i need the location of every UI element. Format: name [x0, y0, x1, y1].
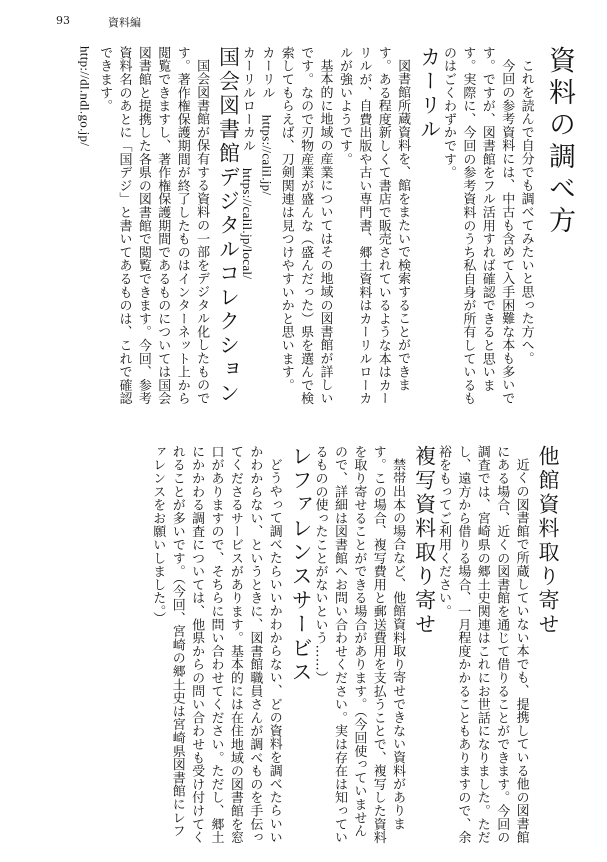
intro-paragraph-2: 今回の参考資料には、中古も含めて入手困難な本も多いです。ですが、図書館をフル活用すれば確認できると思います。実際に、今回の参考資料のうち私自身が所有しているものはごくわずかです。: [440, 46, 515, 406]
calil-link-label: カーリル: [259, 46, 275, 100]
calil-heading: カーリル: [417, 46, 442, 142]
ill-heading: 他館資料取り寄せ: [536, 445, 560, 637]
calil-local-link-url[interactable]: https://calil.jp/local/: [239, 168, 255, 280]
ill-paragraph: 近くの図書館で所蔵していない本でも、提携している他の図書館にある場合、近くの図書館を通じて借りることができます。今回の調査では、宮崎県の郷土史関連はこれにお世話になりました。ただし、遠方から借りる場合、一月程度かかることもありますので、余裕をもってご利用ください。: [435, 445, 529, 844]
intro-paragraph-1: これを読んで自分でも調べてみたいと思った方へ。: [518, 59, 534, 365]
copy-request-heading: 複写資料取り寄せ: [412, 445, 437, 637]
copy-request-paragraph: 禁帯出本の場合など、他館資料取り寄せできない資料があります。この場合、複写費用と郵送費用を支払うことで、複写した資料を取り寄せることができる場合があります。（今回使っていませんので、詳細は図書館へお問い合わせください。実は存在は知っているものの使ったことがないという……）: [312, 445, 406, 844]
reference-service-paragraph: どうやって調べたらいいかわからない、どの資料を調べたらいいかわからない、というときに、図書館職員さんが調べものを手伝ってくださるサービスがあります。基本的には在住地域の図書館を窓口がありますので、そちらに問い合わせてください。ただし、郷土にかかわる調査については、他県からの問い合わせも受け付けてくれることが多いです。（今回、宮崎の郷土史は宮崎県図書館にレファレンスをお願いしました。）: [150, 445, 282, 844]
ndl-link-url[interactable]: http://dl.ndl.go.jp/: [77, 46, 93, 147]
ndl-heading: 国会図書館デジタルコレクション: [216, 46, 241, 406]
calil-link-line: [257, 46, 276, 406]
reference-service-heading: レファレンスサービス: [289, 445, 314, 685]
running-header-section: 資料編: [108, 16, 141, 29]
calil-link-url[interactable]: https://calil.jp/: [259, 114, 275, 196]
page-number: 93: [56, 14, 70, 27]
ndl-paragraph: 国会図書館が保有する資料の一部をデジタル化したものです。著作権保護期間が終了したものはインターネット上から閲覧できますし、著作権保護期間であるものについては国会図書館と提携した各県の図書館で閲覧できます。今回、参考資料名のあとに「国デジ」と書いてあるものは、これで確認できます。: [97, 46, 210, 406]
page-title: 資料の調べ方: [544, 46, 575, 238]
calil-local-link-label: カーリルローカル: [239, 46, 255, 153]
top-column-block: [9, 46, 575, 406]
calil-paragraph-2: 基本的に地域の産業についてはその地域の図書館が詳しいです。なので刃物産業が盛んな（盛んだった）県を選んで検索してもらえば、刀剣関連は見つけやすいかと思います。: [278, 46, 333, 406]
calil-paragraph-1: 図書館所蔵資料を、館をまたいで検索することができます。ある程度新しくて書店で販売されているような本はカーリルが、自費出版や古い専門書、郷土資料はカーリルローカルが強いようです。: [336, 46, 411, 406]
bottom-column-block: [43, 445, 563, 850]
